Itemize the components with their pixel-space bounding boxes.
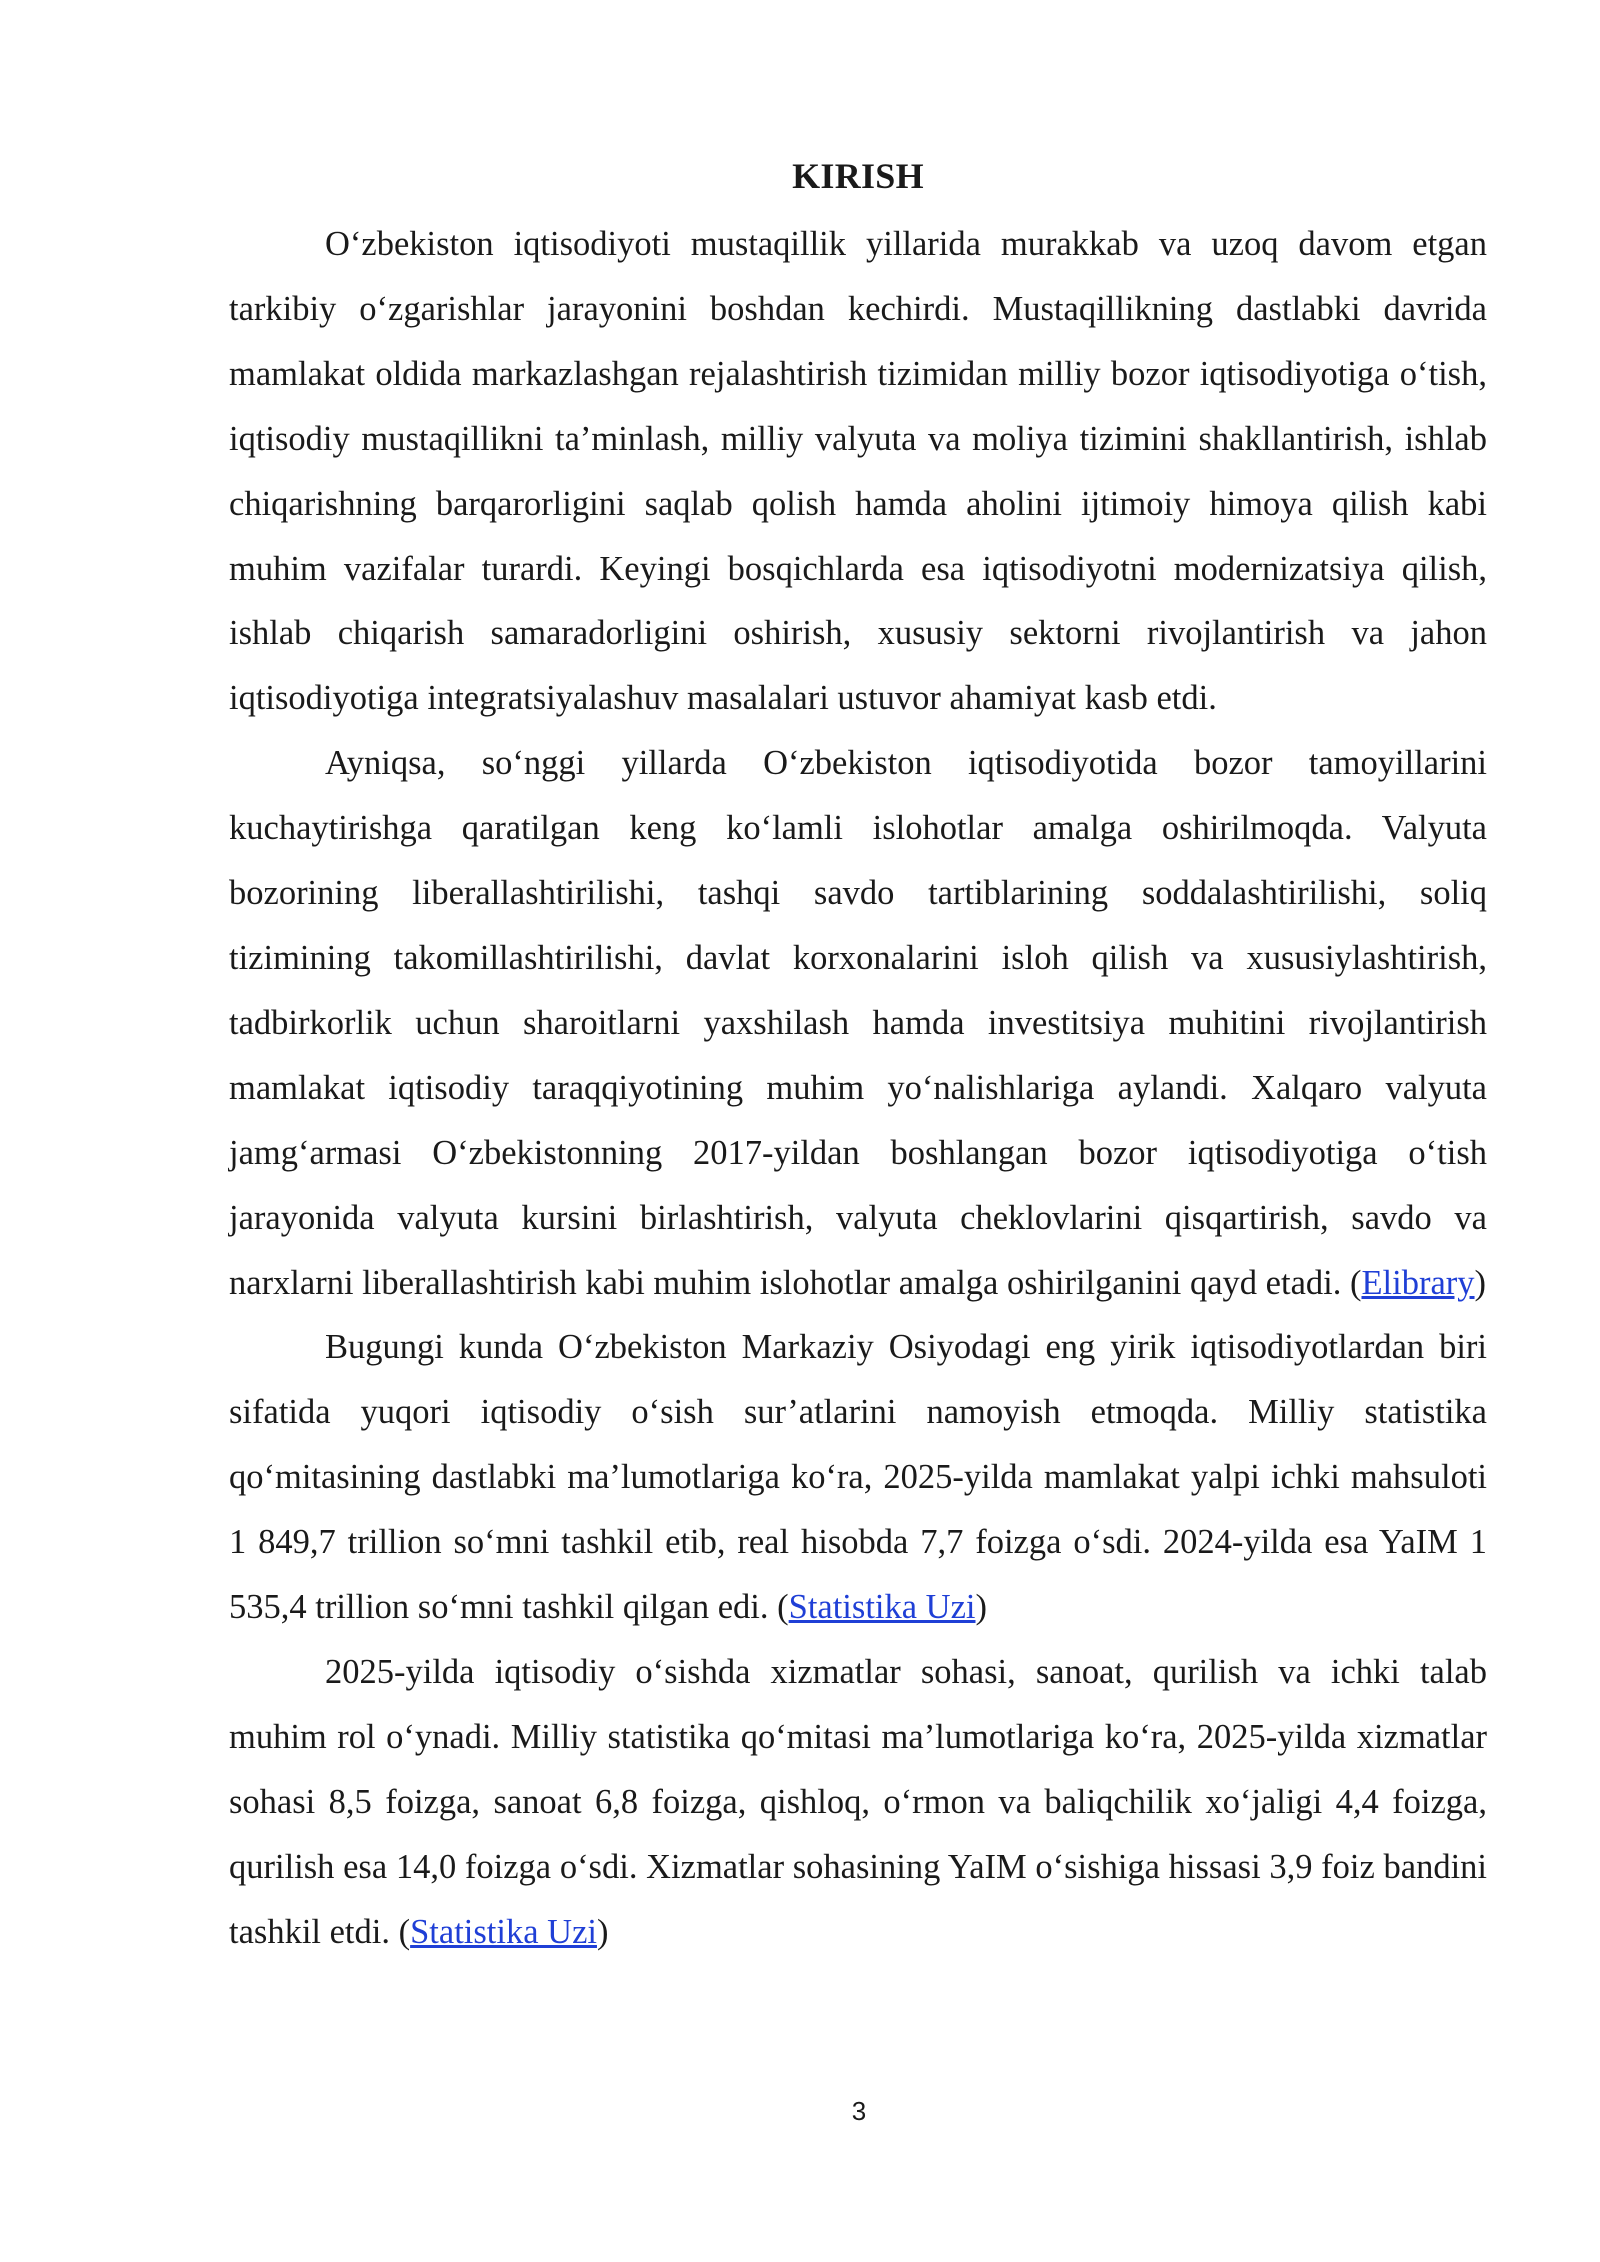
citation-link-elibrary[interactable]: Elibrary: [1361, 1263, 1475, 1302]
citation-link-statistika-uzi[interactable]: Statistika Uzi: [788, 1588, 976, 1627]
section-title: KIRISH: [792, 156, 924, 196]
paragraph-4-text: 2025-yilda iqtisodiy o‘sishda xizmatlar sohasi, sanoat, qurilish va ichki talab muhim rol o‘ynadi. Milliy statistika qo‘mitasi ma’lumotlariga ko‘ra, 2025-yilda xizmatlar sohasi 8,5 foizga, sanoat 6,8 foizga, qishloq, o‘rmon va baliqchilik xo‘jaligi 4,4 foizga, qurilish esa 14,0 foizga o‘sdi. Xizmatlar sohasining YaIM o‘sishiga hissasi 3,9 foiz bandini tashkil etdi.: [229, 1652, 1487, 1951]
paragraph-3-text: Bugungi kunda O‘zbekiston Markaziy Osiyodagi eng yirik iqtisodiyotlardan biri sifatida yuqori iqtisodiy o‘sish sur’atlarini namoyish etmoqda. Milliy statistika qo‘mitasining dastlabki ma’lumotlariga ko‘ra, 2025-yilda mamlakat yalpi ichki mahsuloti 1 849,7 trillion so‘mni tashkil etib, real hisobda 7,7 foizga o‘sdi. 2024-yilda esa YaIM 1 535,4 trillion so‘mni tashkil qilgan edi.: [229, 1328, 1487, 1627]
citation-close-paren: ): [596, 1912, 609, 1951]
paragraph-1-text: O‘zbekiston iqtisodiyoti mustaqillik yillarida murakkab va uzoq davom etgan tarkibiy o‘zgarishlar jarayonini boshdan kechirdi. Mustaqillikning dastlabki davrida mamlakat oldida markazlashgan rejalashtirish tizimidan milliy bozor iqtisodiyotiga o‘tish, iqtisodiy mustaqillikni ta’minlash, milliy valyuta va moliya tizimini shakllantirish, ishlab chiqarishning barqarorligini saqlab qolish hamda aholini ijtimoiy himoya qilish kabi muhim vazifalar turardi. Keyingi bosqichlarda esa iqtisodiyotni modernizatsiya qilish, ishlab chiqarish samaradorligini oshirish, xususiy sektorni rivojlantirish va jahon iqtisodiyotiga integratsiyalashuv masalalari ustuvor ahamiyat kasb etdi.: [229, 225, 1487, 718]
citation-close-paren: ): [1474, 1263, 1487, 1302]
paragraph-2: [229, 731, 1487, 1315]
paragraph-3: [229, 1315, 1487, 1640]
page-number: 3: [851, 2096, 867, 2126]
citation-open-paren: (: [398, 1912, 411, 1951]
paragraph-4: [229, 1640, 1487, 1965]
paragraph-2-text: Ayniqsa, so‘nggi yillarda O‘zbekiston iqtisodiyotida bozor tamoyillarini kuchaytirishga qaratilgan keng ko‘lamli islohotlar amalga oshirilmoqda. Valyuta bozorining liberallashtirilishi, tashqi savdo tartiblarining soddalashtirilishi, soliq tizimining takomillashtirilishi, davlat korxonalarini isloh qilish va xususiylashtirish, tadbirkorlik uchun sharoitlarni yaxshilash hamda investitsiya muhitini rivojlantirish mamlakat iqtisodiy taraqqiyotining muhim yo‘nalishlariga aylandi. Xalqaro valyuta jamg‘armasi O‘zbekistonning 2017-yildan boshlangan bozor iqtisodiyotiga o‘tish jarayonida valyuta kursini birlashtirish, valyuta cheklovlarini qisqartirish, savdo va narxlarni liberallashtirish kabi muhim islohotlar amalga oshirilganini qayd etadi.: [229, 744, 1487, 1302]
citation-open-paren: (: [777, 1588, 789, 1627]
citation-close-paren: ): [975, 1588, 987, 1627]
paragraph-1: [229, 212, 1487, 731]
citation-open-paren: (: [1349, 1263, 1362, 1302]
citation-link-statistika-uzi[interactable]: Statistika Uzi: [410, 1912, 597, 1951]
page-content: [229, 148, 1487, 1964]
